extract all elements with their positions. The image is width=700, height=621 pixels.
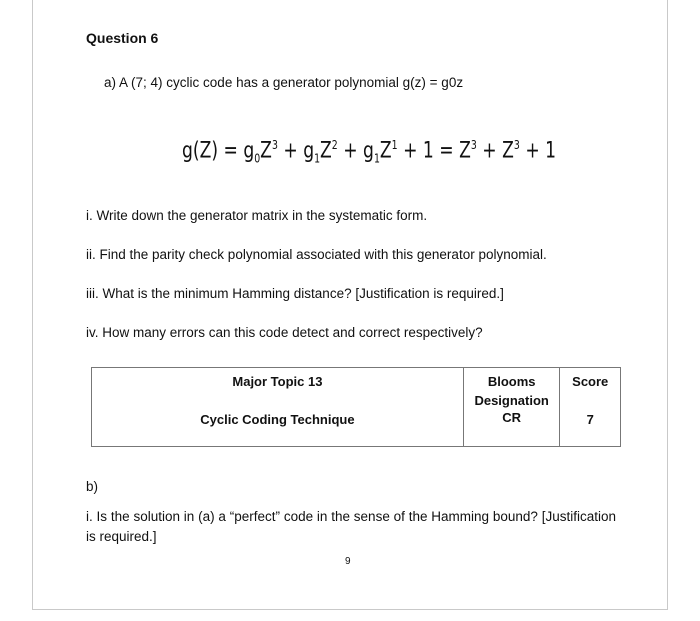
formula-z1-sup: 3 [271, 138, 278, 152]
formula-g0-sub: 0 [254, 151, 261, 166]
generator-polynomial-formula [182, 138, 556, 166]
subquestion-iv: iv. How many errors can this code detect and correct respectively? [86, 325, 483, 340]
formula-z4-sup: 3 [470, 138, 477, 152]
formula-z5-sup: 3 [513, 138, 520, 152]
formula-g1a: g [303, 138, 315, 164]
part-a-statement [104, 75, 463, 90]
formula-plus3: + 1 = [397, 138, 460, 164]
blooms-value: CR [502, 410, 522, 425]
blooms-header-line1: Blooms [487, 374, 536, 389]
question-title: Question 6 [86, 30, 159, 46]
formula-z3-sup: 1 [391, 138, 398, 152]
formula-z5: Z [502, 138, 514, 164]
formula-plus4: + [476, 138, 503, 164]
formula-lhs: g(Z) = [182, 138, 244, 164]
major-topic-label: Major Topic 13 [232, 374, 323, 389]
blooms-cell [463, 368, 560, 447]
part-a-text: A (7; 4) cyclic code has a generator polynomial g(z) = g0z [119, 75, 464, 90]
page-number: 9 [345, 556, 351, 567]
topic-name: Cyclic Coding Technique [200, 412, 355, 427]
score-value: 7 [586, 412, 594, 427]
formula-g1a-sub: 1 [314, 151, 321, 166]
part-a-label: a) [104, 75, 117, 90]
formula-g1b-sub: 1 [373, 151, 380, 166]
subquestion-iii: iii. What is the minimum Hamming distance? [Justification is required.] [86, 286, 504, 301]
formula-z2: Z [320, 138, 332, 164]
formula-z4: Z [459, 138, 471, 164]
subquestion-i: i. Write down the generator matrix in the systematic form. [86, 208, 428, 223]
topic-cell [92, 368, 464, 447]
part-b-label: b) [86, 479, 99, 494]
formula-g1b: g [363, 138, 374, 164]
blooms-header-line2: Designation [474, 393, 549, 408]
formula-plus2: + [337, 138, 364, 164]
formula-g0: g [243, 138, 255, 164]
formula-z1: Z [260, 138, 272, 164]
score-cell [560, 368, 621, 447]
formula-plus5: + 1 [519, 138, 557, 164]
score-header: Score [572, 374, 609, 389]
formula-z3: Z [379, 138, 392, 164]
subquestion-ii: ii. Find the parity check polynomial associated with this generator polynomial. [86, 247, 547, 262]
formula-z2-sup: 2 [331, 138, 338, 152]
formula-plus1: + [277, 138, 304, 164]
part-b-question: i. Is the solution in (a) a “perfect” code in the sense of the Hamming bound? [Justification is required.] [86, 509, 616, 544]
topic-table [91, 367, 621, 447]
